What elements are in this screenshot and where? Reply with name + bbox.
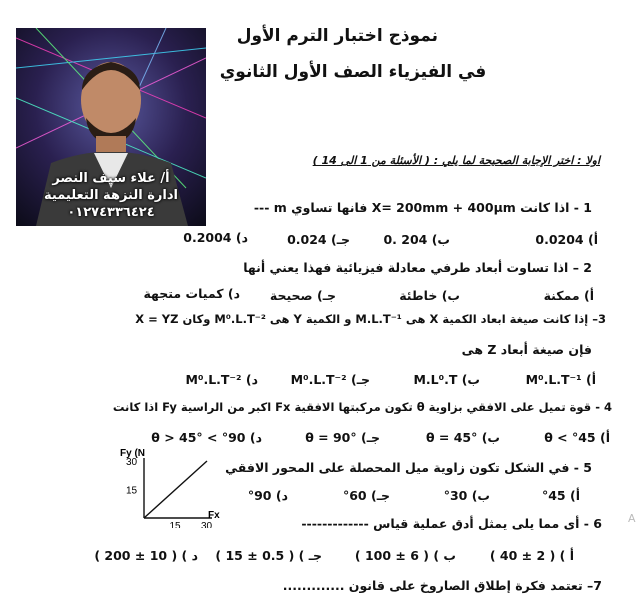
q5-option-c[interactable]: جـ) 60°	[342, 488, 390, 503]
q2-option-c[interactable]: جـ) صحيحة	[269, 288, 336, 303]
question-number: 2 –	[572, 260, 592, 275]
q4-option-c[interactable]: جـ) θ = 90°	[305, 430, 380, 445]
question-number: 6 -	[583, 516, 602, 531]
q6-option-d[interactable]: د ) ( 10 ± 200 )	[94, 548, 198, 563]
chart-y-tick-label: 30	[126, 457, 138, 468]
question-body: قوة تميل على الافقي بزاوية θ تكون مركبتها الافقية Fx اكبر من الراسية Fy اذا كانت	[112, 400, 592, 414]
q6-option-b[interactable]: ب ) ( 6 ± 100 )	[354, 548, 456, 563]
exam-title-line-1: نموذج اختبار الترم الأول	[236, 26, 438, 46]
question-body: اذا كانت X= 200mm + 400µm فانها تساوي m ---	[253, 200, 570, 215]
q6-option-c[interactable]: جـ ) ( 0.5 ± 15 )	[215, 548, 322, 563]
q1-option-d[interactable]: د) 0.2004	[183, 230, 248, 245]
chart-series-line	[144, 461, 207, 518]
teacher-photo	[16, 28, 206, 226]
teacher-organization: ادارة النزهة التعليمية	[44, 188, 178, 203]
question-6-text	[301, 516, 602, 531]
q4-option-b[interactable]: ب) θ = 45°	[425, 430, 500, 445]
chart-x-axis-label: Fx	[208, 510, 220, 521]
q2-option-a[interactable]: أ) ممكنة	[543, 288, 594, 303]
q1-option-a[interactable]: أ) 0.0204	[535, 232, 598, 247]
exam-title-line-2: في الفيزياء الصف الأول الثانوي	[219, 62, 487, 82]
q5-force-chart	[112, 448, 220, 528]
question-number: 3–	[592, 312, 606, 326]
question-body: في الشكل تكون زاوية ميل المحصلة على المحور الافقي	[225, 460, 570, 475]
q5-option-b[interactable]: ب) 30°	[443, 488, 490, 503]
teacher-phone: ٠١٢٧٤٣٣٦٤٢٤	[67, 205, 155, 220]
question-number: 4 -	[595, 400, 612, 414]
watermark-text: A	[628, 512, 636, 525]
question-4-text	[113, 400, 612, 414]
q3-option-c[interactable]: جـ) M⁰.L.T⁻²	[290, 372, 370, 387]
question-number: 5 -	[573, 460, 592, 475]
q3-option-b[interactable]: ب) M.L⁰.T	[413, 372, 480, 387]
question-body: اذا تساوت أبعاد طرفي معادلة فيزيائية فهذا يعني أنها	[243, 260, 569, 275]
question-body: أى مما يلى يمثل أدق عملية قياس -------------	[301, 516, 580, 531]
chart-y-axis-label: Fy (N	[120, 448, 145, 459]
question-number: 7–	[587, 578, 602, 593]
question-3-text-continued: فإن صيغة أبعاد Z هى	[461, 342, 592, 357]
question-1-text	[254, 200, 592, 215]
q2-option-d[interactable]: د) كميات متجهة	[143, 286, 240, 301]
chart-y-tick-label: 15	[126, 485, 138, 497]
q2-option-b[interactable]: ب) خاطئة	[399, 288, 460, 303]
question-2-text	[243, 260, 592, 275]
question-number: 1 -	[573, 200, 592, 215]
chart-x-tick-label: 15	[169, 521, 181, 528]
q3-option-a[interactable]: أ) M⁰.L.T⁻¹	[525, 372, 596, 387]
q6-option-a[interactable]: أ ) ( 2 ± 40 )	[489, 548, 574, 563]
chart-series	[144, 461, 207, 518]
q5-option-d[interactable]: د) 90°	[247, 488, 288, 503]
question-body: تعتمد فكرة إطلاق الصاروخ على قانون .............	[282, 578, 583, 593]
question-body: إذا كانت صيغة ابعاد الكمية X هى M.L.T⁻¹ و الكمية Y هى M⁰.L.T⁻² وكان X = YZ	[135, 312, 589, 326]
q4-option-d[interactable]: د) 90° > θ > 45°	[151, 430, 262, 445]
question-5-text	[225, 460, 592, 475]
chart-x-tick-label: 30	[201, 521, 213, 528]
q5-option-a[interactable]: أ) 45°	[541, 488, 580, 503]
question-7-text	[283, 578, 602, 593]
q1-option-b[interactable]: ب) 204 .0	[383, 232, 450, 247]
q3-option-d[interactable]: د) M⁰.L.T⁻²	[185, 372, 258, 387]
q4-option-a[interactable]: أ) 45° > θ	[544, 430, 610, 445]
question-3-text	[135, 312, 606, 326]
teacher-name: أ/ علاء سيف النصر	[52, 171, 170, 186]
section-title: اولا : اختر الإجابة الصحيحة لما يلي : ( الأسئلة من 1 الى 14 )	[312, 154, 600, 167]
q1-option-c[interactable]: جـ) 0.024	[287, 232, 350, 247]
